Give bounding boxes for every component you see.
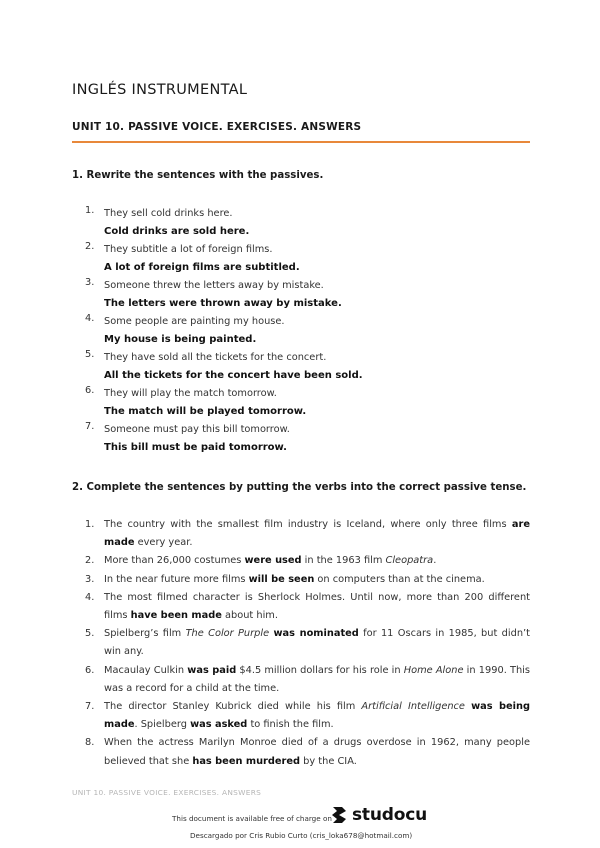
- item-number: 3.: [85, 277, 95, 288]
- answer-verb: will be seen: [248, 573, 315, 585]
- item-number: 5.: [85, 628, 95, 640]
- exercise-2-item: [72, 662, 530, 698]
- answer-verb: was nominated: [273, 628, 359, 640]
- sentence-fragment: $4.5 million dollars for his role in: [236, 664, 404, 676]
- exercise-1-list: [72, 205, 532, 457]
- answer-verb: was paid: [187, 664, 237, 676]
- answer-verb: was asked: [190, 719, 248, 731]
- exercise-2-item: [72, 552, 530, 570]
- exercise-2-list: [72, 516, 530, 771]
- item-number: 2.: [85, 555, 95, 567]
- exercise-2-item: [72, 516, 530, 552]
- sentence-fragment: on computers than at the cinema.: [314, 573, 485, 585]
- sentence-fragment: The most filmed character is Sherlock Holmes. Until now, more than 200 different films: [104, 591, 530, 622]
- question-text: Someone must pay this bill tomorrow.: [104, 424, 290, 435]
- film-title: The Color Purple: [185, 628, 270, 640]
- answer-text: My house is being painted.: [104, 334, 257, 345]
- exercise-1-item: [72, 241, 532, 277]
- item-number: 6.: [85, 385, 95, 396]
- answer-text: A lot of foreign films are subtitled.: [104, 262, 300, 273]
- sentence-fragment: The country with the smallest film industry is Iceland, where only three films: [104, 519, 512, 530]
- sentence-fragment: In the near future more films: [104, 573, 249, 585]
- exercise-2-item: [72, 698, 530, 734]
- sentence-fragment: in the 1963 film: [301, 555, 386, 567]
- film-title: Home Alone: [403, 664, 464, 676]
- item-number: 1.: [85, 519, 95, 530]
- exercise-1-item: [72, 385, 532, 421]
- film-title: Cleopatra: [385, 555, 434, 567]
- exercise-1-item: [72, 277, 532, 313]
- answer-text: Cold drinks are sold here.: [104, 226, 250, 237]
- header-divider: [72, 141, 530, 143]
- item-number: 4.: [85, 591, 95, 603]
- exercise-1-item: [72, 205, 532, 241]
- exercise-2-heading: 2. Complete the sentences by putting the verbs into the correct passive tense.: [72, 482, 527, 493]
- sentence-fragment: to finish the film.: [247, 719, 334, 731]
- film-title: Artificial Intelligence: [361, 701, 465, 713]
- question-text: They subtitle a lot of foreign films.: [104, 244, 273, 255]
- sentence-fragment: When the actress Marilyn Monroe died of a drugs overdose in 1962, many people believed that she: [104, 737, 530, 767]
- answer-verb: are made: [104, 519, 530, 549]
- item-number: 8.: [85, 737, 95, 749]
- answer-text: All the tickets for the concert have been sold.: [104, 370, 363, 381]
- exercise-2-item: [72, 734, 530, 770]
- running-footer: UNIT 10. PASSIVE VOICE. EXERCISES. ANSWERS: [72, 788, 262, 797]
- answer-verb: have been made: [130, 610, 222, 622]
- question-text: Some people are painting my house.: [104, 316, 285, 327]
- answer-verb: was being made: [104, 701, 530, 731]
- studocu-logo-icon: [330, 804, 348, 826]
- question-text: They sell cold drinks here.: [104, 208, 233, 219]
- question-text: They will play the match tomorrow.: [104, 388, 277, 399]
- exercise-2-item: [72, 571, 530, 589]
- sentence-fragment: . Spielberg: [134, 719, 191, 731]
- item-number: 6.: [85, 664, 95, 676]
- answer-text: This bill must be paid tomorrow.: [104, 442, 287, 453]
- sentence-fragment: Macaulay Culkin: [104, 664, 188, 676]
- answer-verb: has been murdered: [192, 755, 301, 767]
- download-note: Descargado por Cris Rubio Curto (cris_loka678@hotmail.com): [190, 831, 413, 840]
- sentence-fragment: More than 26,000 costumes: [104, 555, 245, 567]
- answer-verb: were used: [244, 555, 302, 567]
- sentence-fragment: .: [433, 555, 437, 567]
- item-number: 7.: [85, 421, 95, 432]
- sentence-fragment: about him.: [221, 610, 278, 622]
- exercise-1-item: [72, 421, 532, 457]
- page-title: INGLÉS INSTRUMENTAL: [72, 82, 248, 98]
- item-number: 7.: [85, 701, 95, 713]
- unit-subtitle: UNIT 10. PASSIVE VOICE. EXERCISES. ANSWERS: [72, 121, 362, 133]
- studocu-logo-text: studocu: [352, 805, 427, 825]
- item-number: 1.: [85, 205, 95, 216]
- exercise-1-item: [72, 313, 532, 349]
- studocu-logo[interactable]: [330, 804, 427, 826]
- sentence-fragment: for 11 Oscars in 1985, but didn’t win any.: [104, 628, 530, 658]
- sentence-fragment: The director Stanley Kubrick died while his film: [104, 701, 362, 713]
- exercise-1-heading: 1. Rewrite the sentences with the passives.: [72, 170, 324, 181]
- exercise-2-item: [72, 589, 530, 625]
- item-number: 4.: [85, 313, 95, 324]
- question-text: They have sold all the tickets for the concert.: [104, 352, 327, 363]
- question-text: Someone threw the letters away by mistake.: [104, 280, 324, 291]
- item-number: 2.: [85, 241, 95, 252]
- answer-text: The match will be played tomorrow.: [104, 406, 307, 417]
- sentence-fragment: Spielberg’s film: [104, 628, 186, 640]
- answer-text: The letters were thrown away by mistake.: [104, 298, 342, 309]
- item-number: 3.: [85, 573, 95, 585]
- sentence-fragment: every year.: [134, 537, 193, 549]
- sentence-fragment: in 1990. This was a record for a child at the time.: [104, 664, 530, 694]
- item-number: 5.: [85, 349, 95, 360]
- sentence-fragment: by the CIA.: [300, 755, 357, 767]
- exercise-1-item: [72, 349, 532, 385]
- free-note: This document is available free of charge on: [172, 814, 332, 823]
- exercise-2-item: [72, 625, 530, 661]
